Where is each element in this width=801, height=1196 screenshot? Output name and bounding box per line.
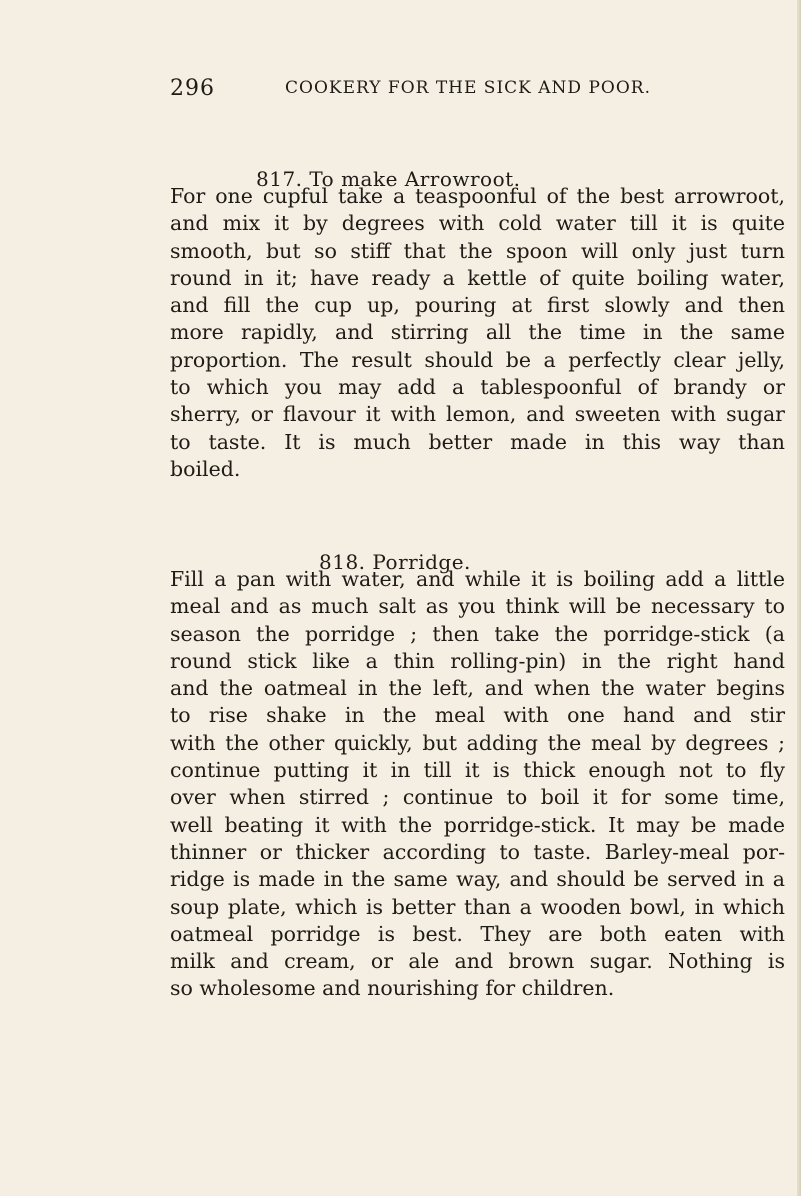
page-edge-shadow [797, 0, 801, 1196]
text-line: oatmeal porridge is best. They are both eaten with [170, 921, 785, 946]
text-line: soup plate, which is better than a wooden bowl, in which [170, 894, 785, 919]
text-line: well beating it with the porridge-stick. It may be made [170, 812, 785, 837]
text-line: more rapidly, and stirring all the time in the same [170, 320, 785, 345]
text-line: with the other quickly, but adding the meal by degrees ; [170, 730, 785, 755]
running-header [170, 76, 675, 106]
page-number: 296 [170, 76, 215, 101]
text-line: milk and cream, or ale and brown sugar. Nothing is [170, 949, 785, 974]
text-line: round stick like a thin rolling-pin) in the right hand [170, 648, 785, 673]
text-line: over when stirred ; continue to boil it for some time, [170, 785, 785, 810]
text-line: and mix it by degrees with cold water till it is quite [170, 211, 785, 236]
text-line: smooth, but so stiff that the spoon will only just turn [170, 238, 785, 263]
running-title: COOKERY FOR THE SICK AND POOR. [285, 78, 651, 98]
text-line: and the oatmeal in the left, and when the water begins [170, 676, 785, 701]
text-line: ridge is made in the same way, and should be served in a [170, 867, 785, 892]
text-line: sherry, or flavour it with lemon, and sweeten with sugar [170, 402, 785, 427]
text-line: For one cupful take a teaspoonful of the best arrowroot, [170, 184, 785, 208]
text-line: to taste. It is much better made in this way than [170, 429, 785, 454]
text-line: season the porridge ; then take the porridge-stick (a [170, 621, 785, 646]
text-line: meal and as much salt as you think will be necessary to [170, 594, 785, 619]
text-line: round in it; have ready a kettle of quite boiling water, [170, 265, 785, 290]
text-line: so wholesome and nourishing for children. [170, 976, 615, 1001]
text-line: continue putting it in till it is thick enough not to fly [170, 758, 785, 783]
text-line: boiled. [170, 456, 241, 481]
section-body-817 [170, 183, 785, 483]
text-line: to which you may add a tablespoonful of brandy or [170, 375, 785, 400]
text-line: and fill the cup up, pouring at first slowly and then [170, 293, 785, 318]
text-line: Fill a pan with water, and while it is boiling add a little [170, 567, 785, 591]
section-body-818 [170, 566, 785, 1003]
section-heading-818: 818. Porridge. [319, 550, 471, 574]
section-heading-817: 817. To make Arrowroot. [256, 167, 521, 191]
text-line: thinner or thicker according to taste. Barley-meal por- [170, 839, 785, 864]
text-line: to rise shake in the meal with one hand and stir [170, 703, 785, 728]
text-line: proportion. The result should be a perfectly clear jelly, [170, 347, 785, 372]
